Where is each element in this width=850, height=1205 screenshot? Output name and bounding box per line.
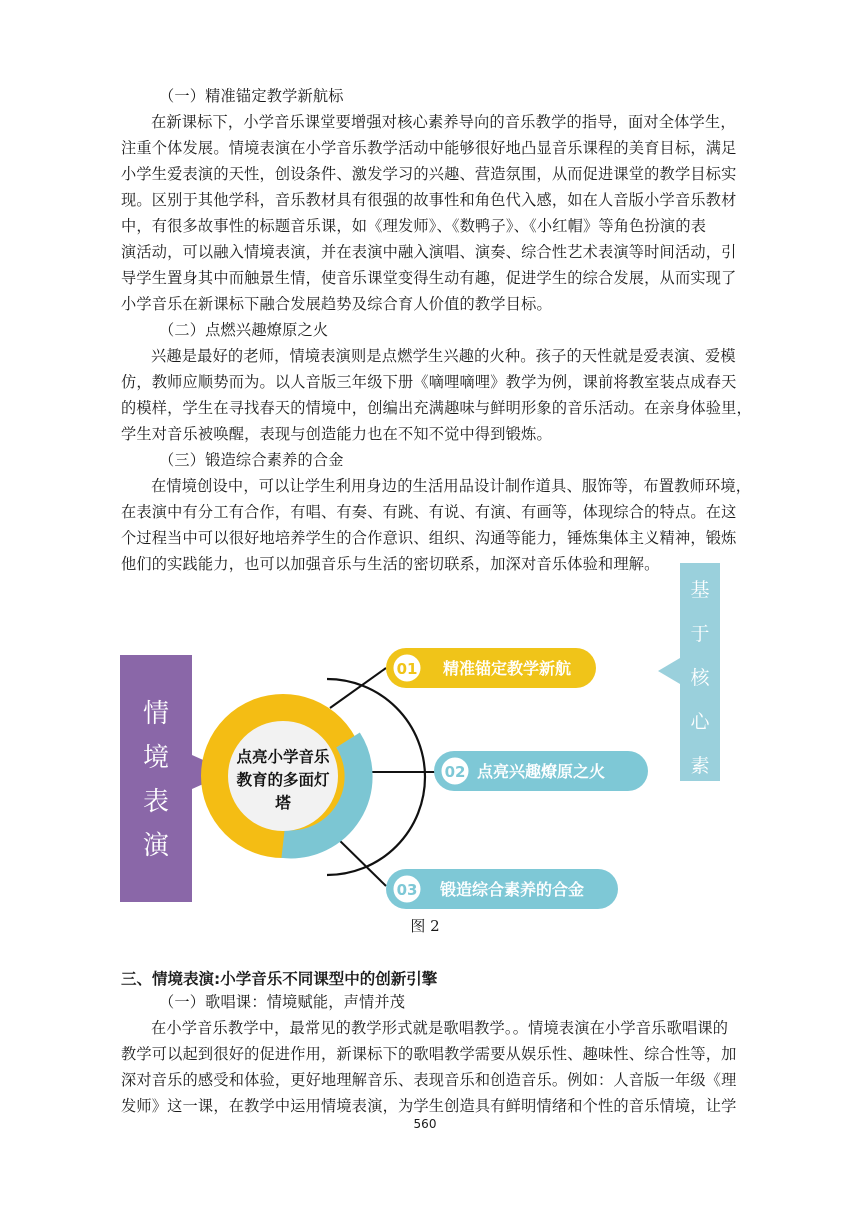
paragraph-line: 现。区别于其他学科，音乐教材具有很强的故事性和角色代入感，如在人音版小学音乐教材 (121, 191, 737, 209)
item-label: 点亮兴趣燎原之火 (477, 762, 606, 781)
paragraph-line: 教学可以起到很好的促进作用，新课标下的歌唱教学需要从娱乐性、趣味性、综合性等，加 (121, 1045, 737, 1063)
right-label-char: 核 (690, 667, 710, 689)
item-number: 03 (396, 881, 418, 899)
paragraph-line: 在新课标下，小学音乐课堂要增强对核心素养导向的音乐教学的指导，面对全体学生， (151, 113, 736, 131)
center-text-line: 教育的多面灯 (236, 771, 330, 789)
paragraph-line: 发师》这一课，在教学中运用情境表演，为学生创造具有鲜明情绪和个性的音乐情境，让学 (121, 1097, 737, 1115)
paragraph-line: 深对音乐的感受和体验，更好地理解音乐、表现音乐和创造音乐。例如：人音版一年级《理 (121, 1071, 737, 1089)
paragraph-line: 小学音乐在新课标下融合发展趋势及综合育人价值的教学目标。 (121, 295, 552, 313)
lighthouse-diagram (0, 560, 850, 915)
paragraph-line: 在表演中有分工有合作，有唱、有奏、有跳、有说、有演、有画等，体现综合的特点。在这 (121, 503, 737, 521)
paragraph-line: 小学生爱表演的天性，创设条件、激发学习的兴趣、营造氛围，从而促进课堂的教学目标实 (121, 165, 737, 183)
left-label-char: 表 (142, 787, 170, 817)
figure-caption: 图 2 (410, 917, 440, 935)
paragraph-line: 导学生置身其中而触景生情，使音乐课堂变得生动有趣，促进学生的综合发展，从而实现了 (121, 269, 737, 287)
left-label-block (120, 655, 192, 902)
left-label-char: 情 (142, 699, 170, 729)
item-label: 精准锚定教学新航 (443, 659, 572, 678)
right-label-char: 基 (690, 579, 710, 601)
paragraph-line: 中，有很多故事性的标题音乐课，如《理发师》、《数鸭子》、《小红帽》等角色扮演的表 (121, 217, 707, 235)
center-text-line: 点亮小学音乐 (236, 748, 330, 766)
right-label-char: 素 (690, 755, 710, 777)
paragraph-line: 个过程当中可以很好地培养学生的合作意识、组织、沟通等能力，锤炼集体主义精神，锻炼 (121, 529, 737, 547)
paragraph-line: 在小学音乐教学中，最常见的教学形式就是歌唱教学。。情境表演在小学音乐歌唱课的 (151, 1019, 729, 1037)
paragraph-line: 的模样，学生在寻找春天的情境中，创编出充满趣味与鲜明形象的音乐活动。在亲身体验里， (121, 399, 752, 417)
paragraph-line: 演活动，可以融入情境表演，并在表演中融入演唱、演奏、综合性艺术表演等时间活动，引 (121, 243, 737, 261)
center-text-line: 塔 (275, 794, 291, 812)
right-label-char: 心 (690, 711, 710, 733)
paragraph-line: 兴趣是最好的老师，情境表演则是点燃学生兴趣的火种。孩子的天性就是爱表演、爱模 (151, 347, 736, 365)
subsection-title-3: （三）锻造综合素养的合金 (159, 451, 344, 469)
subsection-title: （一）歌唱课：情境赋能，声情并茂 (159, 993, 406, 1011)
left-arrow-icon (658, 658, 680, 684)
left-label-char: 演 (142, 831, 170, 861)
item-label: 锻造综合素养的合金 (440, 880, 585, 899)
item-number: 02 (444, 763, 466, 781)
item-number: 01 (396, 660, 418, 678)
paragraph-line: 注重个体发展。情境表演在小学音乐教学活动中能够很好地凸显音乐课程的美育目标，满足 (121, 139, 737, 157)
subsection-title-1: （一）精准锚定教学新航标 (159, 87, 344, 105)
right-label-char: 于 (690, 623, 710, 645)
subsection-title-2: （二）点燃兴趣燎原之火 (159, 321, 329, 339)
section-heading: 三、情境表演:小学音乐不同课型中的创新引擎 (121, 970, 438, 988)
paragraph-line: 仿，教师应顺势而为。以人音版三年级下册《嘀哩嘀哩》教学为例，课前将教室装点成春天 (121, 373, 737, 391)
paragraph-line: 学生对音乐被唤醒，表现与创造能力也在不知不觉中得到锻炼。 (121, 425, 552, 443)
connector-line (330, 668, 386, 708)
left-label-char: 境 (142, 743, 170, 773)
paragraph-line: 在情境创设中，可以让学生利用身边的生活用品设计制作道具、服饰等，布置教师环境， (151, 477, 752, 495)
page-number: 560 (413, 1117, 437, 1131)
paragraph-line: 他们的实践能力，也可以加强音乐与生活的密切联系，加深对音乐体验和理解。 (121, 555, 660, 573)
